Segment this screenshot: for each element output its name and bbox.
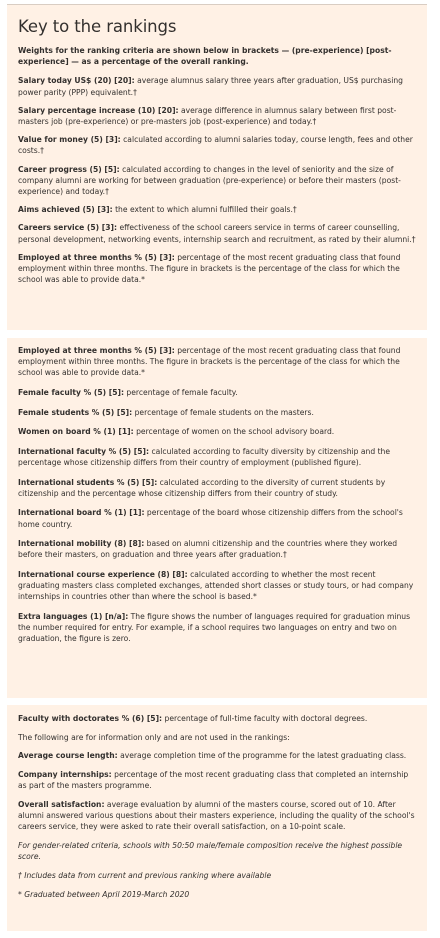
criterion-term: Employed at three months % (5) [3]: — [18, 252, 175, 262]
ranking-criteria-panel-2 — [7, 338, 427, 698]
criterion-careers-service — [18, 222, 416, 244]
criterion-desc: percentage of the most recent graduating class that found employment within three months. The figure in brackets is the percentage of the class for which the school was able to provide data.* — [18, 346, 401, 378]
criterion-desc: percentage of the most recent graduating class that completed an internship as part of the masters programme. — [18, 770, 409, 791]
criterion-term: International board % (1) [1]: — [18, 508, 145, 518]
criterion-term: Aims achieved (5) [3]: — [18, 205, 113, 215]
criterion-term: International faculty % (5) [5]: — [18, 446, 150, 456]
criterion-term: Salary percentage increase (10) [20]: — [18, 105, 179, 115]
criterion-international-faculty — [18, 446, 416, 468]
info-average-course-length — [18, 750, 416, 761]
criterion-desc: percentage of women on the school advisory board. — [133, 427, 335, 437]
criterion-term: Salary today US$ (20) [20]: — [18, 76, 135, 86]
criterion-desc: percentage of female faculty. — [124, 388, 238, 397]
criterion-term: Faculty with doctorates % (6) [5]: — [18, 714, 163, 723]
criterion-career-progress — [18, 164, 416, 198]
info-company-internships — [18, 769, 416, 791]
ranking-criteria-panel-3 — [7, 705, 427, 931]
criterion-salary-increase — [18, 105, 416, 127]
criterion-term: International mobility (8) [8]: — [18, 539, 145, 549]
criterion-desc: effectiveness of the school careers service in terms of career counselling, personal development, networking events, internship search and recruitment, as rated by their alumni.† — [18, 223, 416, 244]
criterion-desc: based on alumni citizenship and the countries where they worked before their masters, on graduation and three years after graduation.† — [18, 539, 398, 560]
criterion-term: Company internships: — [18, 770, 112, 780]
criterion-employed-three-months — [18, 345, 416, 379]
criterion-desc: percentage of female students on the masters. — [132, 407, 314, 417]
information-only-note: The following are for information only and are not used in the rankings: — [18, 732, 290, 742]
info-overall-satisfaction — [18, 799, 416, 833]
page-title: Key to the rankings — [18, 17, 177, 36]
criterion-desc: calculated according to changes in the level of seniority and the size of company alumni are working for between graduation (pre-experience) or before their masters (post-experience) and today.† — [18, 164, 401, 197]
criterion-female-students — [18, 407, 416, 418]
criterion-desc: average alumnus salary three years after graduation, US$ purchasing power parity (PPP) equivalent.† — [18, 76, 403, 97]
criterion-desc: calculated according to whether the most recent graduating masters class completed exchanges, attended short classes or study tours, or had company internships in countries other than where the school is based.* — [18, 569, 414, 602]
criterion-desc: average difference in alumnus salary between first post-masters job (pre-experience) or pre-masters job (post-experience) and today.† — [18, 105, 397, 127]
criterion-value-for-money — [18, 134, 416, 156]
criterion-aims-achieved — [18, 204, 416, 215]
criterion-international-students — [18, 477, 416, 499]
criterion-term: Value for money (5) [3]: — [18, 135, 121, 145]
criterion-term: Female students % (5) [5]: — [18, 407, 133, 417]
criterion-desc: percentage of the most recent graduating class that found employment within three months. The figure in brackets is the percentage of the class for which the school was able to provide data.* — [18, 252, 401, 285]
criterion-extra-languages — [18, 611, 416, 645]
criterion-term: Extra languages (1) [n/a]: — [18, 611, 129, 621]
criterion-desc: the extent to which alumni fulfilled their goals.† — [112, 205, 297, 215]
criterion-term: Female faculty % (5) [5]: — [18, 388, 125, 397]
criterion-international-course-experience — [18, 569, 416, 603]
criterion-desc: percentage of the board whose citizenship differs from the school's home country. — [18, 508, 403, 529]
criterion-desc: The figure shows the number of languages required for graduation minus the number required for entry. For example, if a school requires two languages on entry and two on graduation, the figure is zero. — [18, 611, 411, 644]
criterion-term: International course experience (8) [8]: — [18, 569, 188, 579]
criterion-term: Employed at three months % (5) [3]: — [18, 346, 175, 355]
criterion-international-mobility — [18, 538, 416, 560]
criterion-employed-three-months — [18, 252, 416, 286]
criterion-term: International students % (5) [5]: — [18, 477, 158, 487]
gender-criteria-note: For gender-related criteria, schools with 50:50 male/female composition receive the highest possible score. — [18, 841, 403, 862]
weights-intro: Weights for the ranking criteria are shown below in brackets — (pre-experience) [post-experience] — as a percentage of the overall ranking. — [18, 46, 392, 67]
criterion-desc: calculated according to alumni salaries today, course length, fees and other costs.† — [18, 135, 413, 156]
criterion-female-faculty — [18, 387, 416, 398]
criterion-term: Women on board % (1) [1]: — [18, 427, 134, 437]
criterion-desc: average completion time of the programme for the latest graduating class. — [117, 751, 407, 761]
criterion-term: Career progress (5) [5]: — [18, 164, 120, 174]
criterion-desc: average evaluation by alumni of the masters course, scored out of 10. After alumni answered various questions about their masters experience, including the quality of the school's careers service, they were asked to rate their overall satisfaction, on a 10-point scale. — [18, 800, 415, 832]
criterion-women-on-board — [18, 426, 416, 437]
criterion-desc: calculated according to the diversity of current students by citizenship and the percentage whose citizenship differs from their country of study. — [18, 477, 386, 498]
criterion-international-board — [18, 507, 416, 529]
criterion-term: Average course length: — [18, 751, 118, 761]
footnote-dagger: † Includes data from current and previous ranking where available — [18, 871, 272, 881]
criterion-desc: calculated according to faculty diversity by citizenship and the percentage whose citizenship differs from their country of employment (published figure). — [18, 446, 391, 467]
criterion-desc: percentage of full-time faculty with doctoral degrees. — [162, 714, 368, 723]
criterion-term: Overall satisfaction: — [18, 800, 105, 810]
footnote-asterisk: * Graduated between April 2019-March 2020 — [18, 889, 190, 899]
criterion-term: Careers service (5) [3]: — [18, 223, 118, 233]
ranking-criteria-panel-1 — [7, 4, 427, 330]
criterion-salary-today — [18, 75, 416, 97]
criterion-faculty-doctorates — [18, 713, 416, 724]
